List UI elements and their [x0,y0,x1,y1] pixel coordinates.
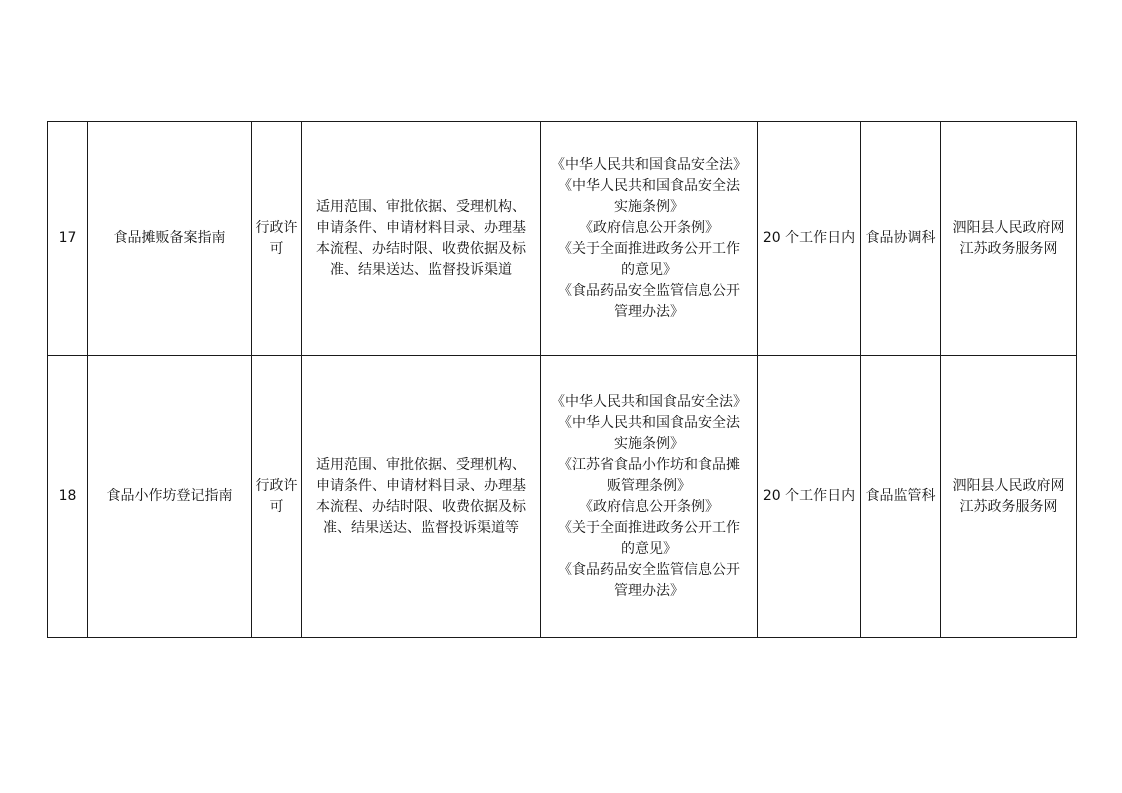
disclosure-channel [941,122,1077,356]
basis-line: 实施条例》 [614,198,684,215]
item-type-line: 行政许 [255,219,298,236]
item-type [252,122,302,356]
scope-line: 申请条件、申请材料目录、办理基 [316,477,526,494]
basis-line: 《食品药品安全监管信息公开 [558,282,740,299]
time-limit: 20 个工作日内 [758,122,861,356]
legal-basis [541,122,758,356]
channel-line: 泗阳县人民政府网 [952,219,1065,236]
item-name: 食品摊贩备案指南 [88,122,252,356]
scope-line: 申请条件、申请材料目录、办理基 [316,219,526,236]
basis-line: 管理办法》 [614,303,684,320]
basis-line: 管理办法》 [614,582,684,599]
item-type-line: 可 [269,240,284,257]
disclosure-scope [302,356,541,638]
basis-line: 《中华人民共和国食品安全法 [558,414,740,431]
legal-basis [541,356,758,638]
disclosure-scope [302,122,541,356]
basis-line: 的意见》 [621,261,677,278]
basis-line: 《中华人民共和国食品安全法 [558,177,740,194]
row-number: 18 [48,356,88,638]
scope-line: 本流程、办结时限、收费依据及标 [316,240,526,257]
time-limit: 20 个工作日内 [758,356,861,638]
item-type-line: 可 [269,498,284,515]
scope-line: 本流程、办结时限、收费依据及标 [316,498,526,515]
basis-line: 《政府信息公开条例》 [579,498,719,515]
disclosure-table [47,121,1077,638]
channel-line: 泗阳县人民政府网 [952,477,1065,494]
scope-line: 适用范围、审批依据、受理机构、 [316,456,526,473]
item-type [252,356,302,638]
basis-line: 《中华人民共和国食品安全法》 [551,393,747,410]
basis-line: 的意见》 [621,540,677,557]
department: 食品协调科 [861,122,941,356]
table-row [48,356,1077,638]
basis-line: 《中华人民共和国食品安全法》 [551,156,747,173]
basis-line: 贩管理条例》 [607,477,691,494]
basis-line: 《关于全面推进政务公开工作 [558,240,740,257]
item-name: 食品小作坊登记指南 [88,356,252,638]
scope-line: 准、结果送达、监督投诉渠道 [330,261,512,278]
table-row [48,122,1077,356]
basis-line: 实施条例》 [614,435,684,452]
scope-line: 准、结果送达、监督投诉渠道等 [323,519,519,536]
channel-line: 江苏政务服务网 [959,240,1058,257]
row-number: 17 [48,122,88,356]
basis-line: 《江苏省食品小作坊和食品摊 [558,456,740,473]
basis-line: 《政府信息公开条例》 [579,219,719,236]
channel-line: 江苏政务服务网 [959,498,1058,515]
basis-line: 《关于全面推进政务公开工作 [558,519,740,536]
basis-line: 《食品药品安全监管信息公开 [558,561,740,578]
department: 食品监管科 [861,356,941,638]
disclosure-channel [941,356,1077,638]
scope-line: 适用范围、审批依据、受理机构、 [316,198,526,215]
item-type-line: 行政许 [255,477,298,494]
